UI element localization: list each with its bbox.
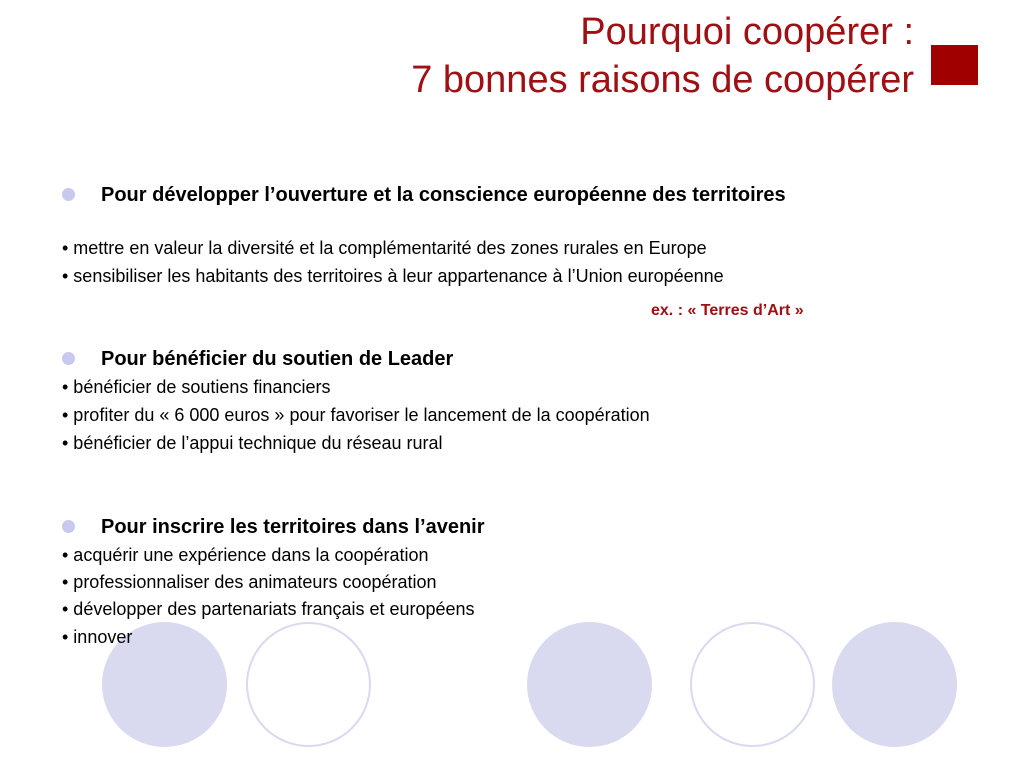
section-heading-text: Pour inscrire les territoires dans l’avenir xyxy=(101,516,485,538)
decorative-circle-2 xyxy=(246,622,371,747)
title-line-2: 7 bonnes raisons de coopérer xyxy=(411,59,914,101)
example-note: ex. : « Terres d’Art » xyxy=(651,302,804,319)
accent-square xyxy=(931,45,978,85)
decorative-circle-4 xyxy=(690,622,815,747)
section-heading-text: Pour bénéficier du soutien de Leader xyxy=(101,348,454,370)
list-item: • acquérir une expérience dans la coopération xyxy=(62,545,429,565)
list-item: • bénéficier de l’appui technique du réseau rural xyxy=(62,433,443,453)
bullet-icon xyxy=(62,352,75,365)
slide-title xyxy=(411,8,914,104)
bullet-icon xyxy=(62,520,75,533)
list-item: • sensibiliser les habitants des territoires à leur appartenance à l’Union européenne xyxy=(62,266,724,286)
section-heading-3 xyxy=(62,515,882,539)
list-item: • professionnaliser des animateurs coopération xyxy=(62,572,437,592)
list-item: • développer des partenariats français et européens xyxy=(62,599,475,619)
list-item: • mettre en valeur la diversité et la complémentarité des zones rurales en Europe xyxy=(62,238,707,258)
section-heading-2 xyxy=(62,347,882,371)
decorative-circle-5 xyxy=(832,622,957,747)
section-heading-1 xyxy=(62,183,882,207)
title-line-1: Pourquoi coopérer : xyxy=(580,11,914,53)
decorative-circle-3 xyxy=(527,622,652,747)
list-item: • profiter du « 6 000 euros » pour favoriser le lancement de la coopération xyxy=(62,405,650,425)
list-item: • innover xyxy=(62,627,133,647)
section-heading-text: Pour développer l’ouverture et la conscience européenne des territoires xyxy=(101,184,786,206)
list-item: • bénéficier de soutiens financiers xyxy=(62,377,331,397)
bullet-icon xyxy=(62,188,75,201)
